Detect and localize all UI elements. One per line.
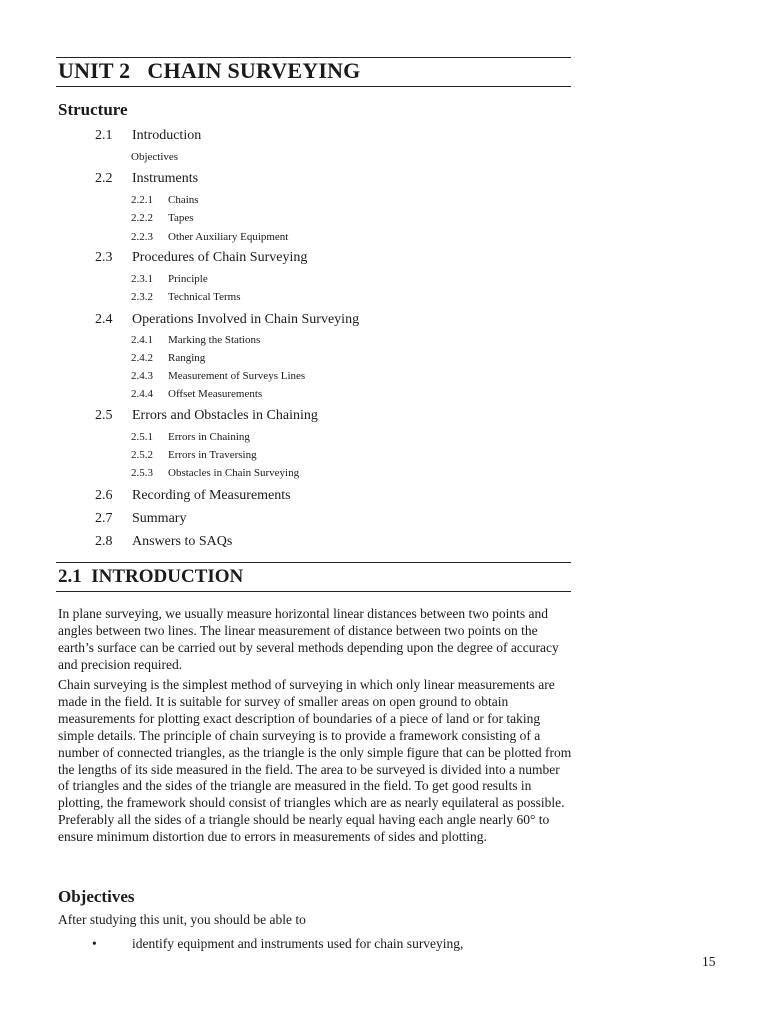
toc-text: Obstacles in Chain Surveying: [168, 467, 300, 479]
toc-text: Chains: [168, 194, 199, 206]
toc-text: Procedures of Chain Surveying: [132, 250, 308, 265]
toc-number: 2.3.1: [131, 273, 153, 285]
toc-text: Technical Terms: [168, 291, 241, 303]
toc-number: 2.5: [95, 408, 113, 423]
toc-text: Recording of Measurements: [132, 488, 291, 503]
toc-number: 2.2.2: [131, 212, 153, 224]
toc-number: 2.6: [95, 488, 113, 503]
section-bottom-rule: [56, 591, 571, 592]
toc-text: Measurement of Surveys Lines: [168, 370, 306, 382]
toc-text: Errors in Traversing: [168, 449, 257, 461]
toc-text: Errors and Obstacles in Chaining: [132, 408, 318, 423]
toc-number: 2.5.2: [131, 449, 153, 461]
toc-number: 2.2.1: [131, 194, 153, 206]
unit-title: UNIT 2 CHAIN SURVEYING: [58, 58, 361, 83]
toc-number: 2.2: [95, 171, 113, 186]
toc-text: Answers to SAQs: [132, 534, 233, 549]
toc-number: 2.4.4: [131, 388, 153, 400]
toc-number: 2.3: [95, 250, 113, 265]
toc-text: Marking the Stations: [168, 334, 261, 346]
objectives-heading: Objectives: [58, 887, 135, 906]
structure-heading: Structure: [58, 100, 128, 119]
toc-number: 2.4.2: [131, 352, 153, 364]
toc-number: 2.1: [95, 128, 113, 143]
toc-number: 2.8: [95, 534, 113, 549]
page-number: 15: [702, 954, 716, 969]
paragraph: In plane surveying, we usually measure horizontal linear distances between two points and angles between two lines. The linear measurement of distance between two points on the earth’s surface can be carried out by several methods depending upon the degree of accuracy and precision required.: [58, 606, 559, 672]
toc-number: 2.4.1: [131, 334, 153, 346]
toc-text: Ranging: [168, 352, 206, 364]
toc-number: 2.4.3: [131, 370, 153, 382]
toc-number: 2.2.3: [131, 231, 153, 243]
section-heading: 2.1 INTRODUCTION: [58, 566, 244, 587]
toc-number: 2.5.1: [131, 431, 153, 443]
toc-number: 2.3.2: [131, 291, 153, 303]
toc-text: Operations Involved in Chain Surveying: [132, 312, 360, 327]
toc-text: Offset Measurements: [168, 388, 263, 400]
section-top-rule: [56, 562, 571, 563]
toc-text: Errors in Chaining: [168, 431, 250, 443]
bullet-icon: •: [92, 936, 97, 951]
toc-number: 2.7: [95, 511, 113, 526]
title-bottom-rule: [56, 86, 571, 87]
toc-text: Other Auxiliary Equipment: [168, 231, 289, 243]
toc-text: Summary: [132, 511, 187, 526]
toc-text: Principle: [168, 273, 208, 285]
objectives-intro: After studying this unit, you should be able to: [58, 912, 306, 927]
toc-text: Introduction: [132, 128, 202, 143]
toc-number: 2.5.3: [131, 467, 153, 479]
paragraph: Chain surveying is the simplest method of surveying in which only linear measurements are made in the field. It is suitable for survey of smaller areas on open ground to obtain measurements for plotting exact description of boundaries of a piece of land or for taking simple details. The principle of chain surveying is to provide a framework consisting of a number of connected triangles, as the triangle is the only simple figure that can be plotted from the lengths of its side measured in the field. The area to be surveyed is divided into a number of triangles and the sides of the triangle are measured in the field. To get good results in plotting, the framework should consist of triangles which are as nearly equilateral as possible. Preferably all the sides of a triangle should be nearly equal having each angle nearly 60° to ensure minimum distortion due to errors in measurements of sides and plotting.: [58, 677, 572, 845]
toc-text: Tapes: [168, 212, 194, 224]
toc-text: Objectives: [131, 151, 179, 163]
toc-number: 2.4: [95, 312, 113, 327]
toc-text: Instruments: [132, 171, 199, 186]
list-item-text: identify equipment and instruments used for chain surveying,: [132, 936, 464, 951]
